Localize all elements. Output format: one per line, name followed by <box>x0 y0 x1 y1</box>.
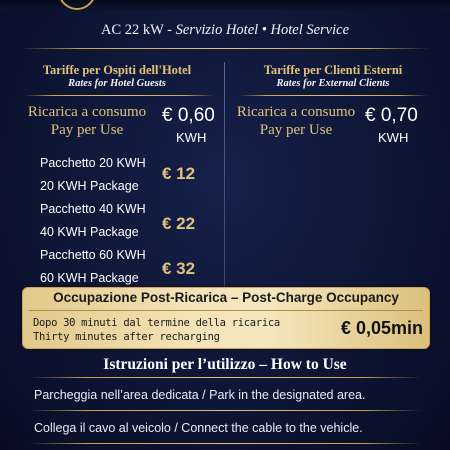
subtitle-service: Servizio Hotel • Hotel Service <box>175 22 350 38</box>
occupancy-price: € 0,05min <box>340 318 423 338</box>
package-20-price: € 12 <box>162 164 196 183</box>
external-price-unit: KWH <box>378 130 409 145</box>
hotel-rates-underline <box>24 95 214 96</box>
hotel-price-unit: KWH <box>176 130 207 145</box>
external-rates-title: Tariffe per Clienti Esterni <box>263 63 403 77</box>
hotel-kwh-price: € 0,60 <box>162 105 215 126</box>
external-rate-label-en: Pay per Use <box>259 122 333 138</box>
external-rates-underline <box>238 95 428 96</box>
instructions-title: Istruzioni per l’utilizzo – How to Use <box>103 356 347 373</box>
step-divider-2 <box>28 443 422 444</box>
column-divider <box>224 62 225 288</box>
post-charge-occupancy-box <box>22 287 430 349</box>
step-divider-1 <box>28 410 422 411</box>
occupancy-note-en: Thirty minutes after recharging <box>33 331 220 343</box>
occupancy-title: Occupazione Post-Ricarica – Post-Charge Occupancy <box>53 290 399 305</box>
instructions-divider <box>28 377 422 378</box>
external-pay-per-use <box>228 103 364 139</box>
external-kwh-price: € 0,70 <box>365 105 418 126</box>
package-40-label-it: Pacchetto 40 KWH <box>40 202 146 216</box>
page-subtitle <box>0 22 450 39</box>
hotel-rates-subtitle: Rates for Hotel Guests <box>68 78 166 89</box>
occupancy-note-it: Dopo 30 minuti dal termine della ricarica <box>33 317 280 329</box>
package-40-price: € 22 <box>162 214 196 233</box>
package-20-label-it: Pacchetto 20 KWH <box>40 156 146 170</box>
instruction-step-1: Parcheggia nell’area dedicata / Park in the designated area. <box>34 388 366 402</box>
instruction-step-2: Collega il cavo al veicolo / Connect the cable to the vehicle. <box>34 421 363 435</box>
external-rate-label-it: Ricarica a consumo <box>236 104 356 120</box>
hotel-rate-label-it: Ricarica a consumo <box>27 104 147 120</box>
package-60-label-en: 60 KWH Package <box>40 271 139 285</box>
package-40-label-en: 40 KWH Package <box>40 225 139 239</box>
package-60-label-it: Pacchetto 60 KWH <box>40 248 146 262</box>
external-rates-subtitle: Rates for External Clients <box>276 78 390 89</box>
package-20-label-en: 20 KWH Package <box>40 179 139 193</box>
occupancy-divider <box>29 310 423 311</box>
hotel-rate-label-en: Pay per Use <box>50 122 124 138</box>
hotel-pay-per-use <box>14 103 160 139</box>
hotel-rates-title: Tariffe per Ospiti dell'Hotel <box>42 63 192 77</box>
header-divider <box>20 48 430 49</box>
package-60-price: € 32 <box>162 259 196 278</box>
subtitle-power: AC 22 kW - <box>100 22 176 38</box>
